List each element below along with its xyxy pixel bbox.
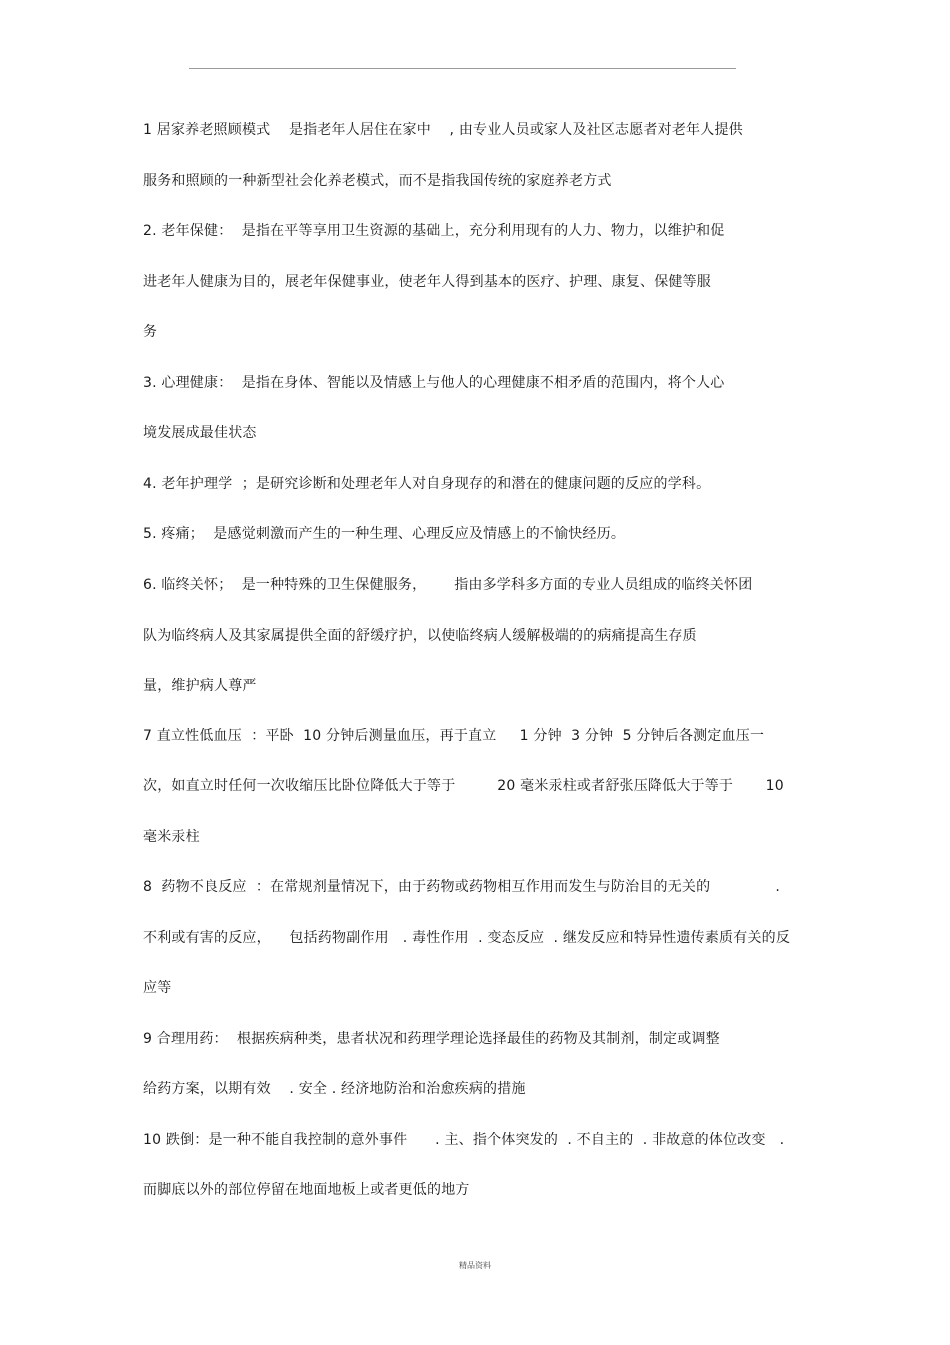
text-line: 5. 疼痛； 是感觉刺激而产生的一种生理、心理反应及情感上的不愉快经历。 <box>143 526 626 542</box>
text-line: 7 直立性低血压 ：平卧 10 分钟后测量血压，再于直立 1 分钟 3 分钟 5 分钟后各测定血压一 <box>143 728 765 744</box>
text-line: 服务和照顾的一种新型社会化养老模式，而不是指我国传统的家庭养老方式 <box>143 173 612 189</box>
text-line: 境发展成最佳状态 <box>143 425 257 441</box>
text-line: 8 药物不良反应 ：在常规剂量情况下，由于药物或药物相互作用而发生与防治目的无关的 . <box>143 879 781 895</box>
text-line: 4. 老年护理学 ；是研究诊断和处理老年人对自身现存的和潜在的健康问题的反应的学科。 <box>143 476 711 492</box>
text-line: 6. 临终关怀； 是一种特殊的卫生保健服务， 指由多学科多方面的专业人员组成的临终关怀团 <box>143 577 753 593</box>
text-line: 1 居家养老照顾模式 是指老年人居住在家中 , 由专业人员或家人及社区志愿者对老年人提供 <box>143 122 743 138</box>
text-line: 9 合理用药： 根据疾病种类，患者状况和药理学理论选择最佳的药物及其制剂，制定或调整 <box>143 1031 720 1047</box>
text-line: 量，维护病人尊严 <box>143 678 257 694</box>
text-line: 给药方案，以期有效 . 安全 . 经济地防治和治愈疾病的措施 <box>143 1081 526 1097</box>
top-rule <box>189 68 736 69</box>
text-line: 次，如直立时任何一次收缩压比卧位降低大于等于 20 毫米汞柱或者舒张压降低大于等于 10 <box>143 778 784 794</box>
text-line: 队为临终病人及其家属提供全面的舒缓疗护，以使临终病人缓解极端的的病痛提高生存质 <box>143 628 697 644</box>
text-line: 务 <box>143 324 158 340</box>
text-line: 毫米汞柱 <box>143 829 200 845</box>
text-line: 10 跌倒：是一种不能自我控制的意外事件 . 主、指个体突发的 . 不自主的 . 非故意的体位改变 . <box>143 1132 785 1148</box>
text-line: 3. 心理健康： 是指在身体、智能以及情感上与他人的心理健康不相矛盾的范围内，将个人心 <box>143 375 725 391</box>
page-footer: 精品资料 <box>459 1261 491 1270</box>
text-line: 进老年人健康为目的，展老年保健事业，使老年人得到基本的医疗、护理、康复、保健等服 <box>143 274 711 290</box>
text-line: 而脚底以外的部位停留在地面地板上或者更低的地方 <box>143 1182 470 1198</box>
text-line: 2. 老年保健： 是指在平等享用卫生资源的基础上，充分利用现有的人力、物力，以维护和促 <box>143 223 725 239</box>
text-line: 应等 <box>143 980 172 996</box>
text-line: 不利或有害的反应， 包括药物副作用 . 毒性作用 . 变态反应 . 继发反应和特异性遗传素质有关的反 <box>143 930 791 946</box>
